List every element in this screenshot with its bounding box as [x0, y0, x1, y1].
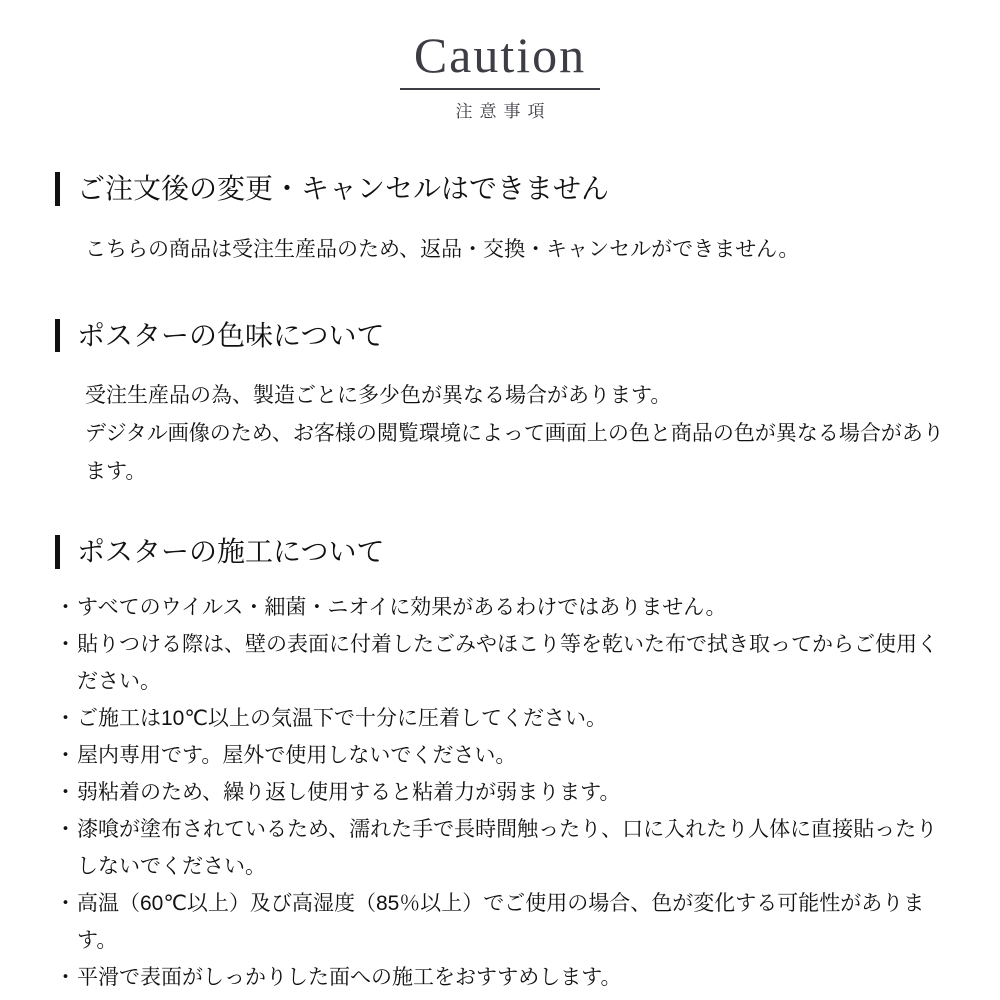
list-item [55, 737, 945, 774]
installation-notes-list [55, 589, 945, 996]
paragraph: こちらの商品は受注生産品のため、返品・交換・キャンセルができません。 [85, 237, 800, 261]
bullet-icon: ・ [55, 891, 76, 915]
section-body-order-cancel [85, 231, 945, 269]
list-item-text: ご施工は10℃以上の気温下で十分に圧着してください。 [77, 706, 607, 730]
bullet-icon: ・ [55, 817, 76, 841]
section-poster-installation [55, 535, 945, 996]
list-item-text: 平滑で表面がしっかりした面への施工をおすすめします。 [77, 965, 622, 989]
list-item [55, 885, 945, 959]
list-item [55, 959, 945, 996]
bullet-icon: ・ [55, 706, 76, 730]
bullet-icon: ・ [55, 965, 76, 989]
section-heading-order-cancel: ご注文後の変更・キャンセルはできません [55, 172, 945, 206]
section-poster-color [55, 319, 945, 492]
bullet-icon: ・ [55, 780, 76, 804]
bullet-icon: ・ [55, 632, 76, 656]
bullet-icon: ・ [55, 595, 76, 619]
list-item [55, 626, 945, 700]
list-item [55, 700, 945, 737]
page-subtitle: 注意事項 [455, 102, 552, 121]
list-item [55, 774, 945, 811]
section-heading-poster-color: ポスターの色味について [55, 319, 945, 353]
section-heading-poster-installation: ポスターの施工について [55, 535, 945, 569]
page-title: Caution [400, 26, 600, 90]
list-item-text: すべてのウイルス・細菌・ニオイに効果があるわけではありません。 [77, 595, 727, 619]
list-item-text: 屋内専用です。屋外で使用しないでください。 [77, 743, 517, 767]
list-item [55, 589, 945, 626]
list-item-text: 漆喰が塗布されているため、濡れた手で長時間触ったり、口に入れたり人体に直接貼ったりしないでください。 [77, 817, 938, 878]
section-body-poster-color [85, 377, 945, 491]
list-item-text: 貼りつける際は、壁の表面に付着したごみやほこり等を乾いた布で拭き取ってからご使用ください。 [77, 632, 938, 693]
list-item [55, 811, 945, 885]
list-item-text: 弱粘着のため、繰り返し使用すると粘着力が弱まります。 [77, 780, 621, 804]
page-header [55, 26, 945, 122]
paragraph: デジタル画像のため、お客様の閲覧環境によって画面上の色と商品の色が異なる場合があります。 [85, 422, 944, 484]
bullet-icon: ・ [55, 743, 76, 767]
section-order-cancel [55, 172, 945, 269]
paragraph: 受注生産品の為、製造ごとに多少色が異なる場合があります。 [85, 384, 672, 408]
list-item-text: 高温（60℃以上）及び高湿度（85％以上）でご使用の場合、色が変化する可能性があります。 [77, 891, 925, 952]
